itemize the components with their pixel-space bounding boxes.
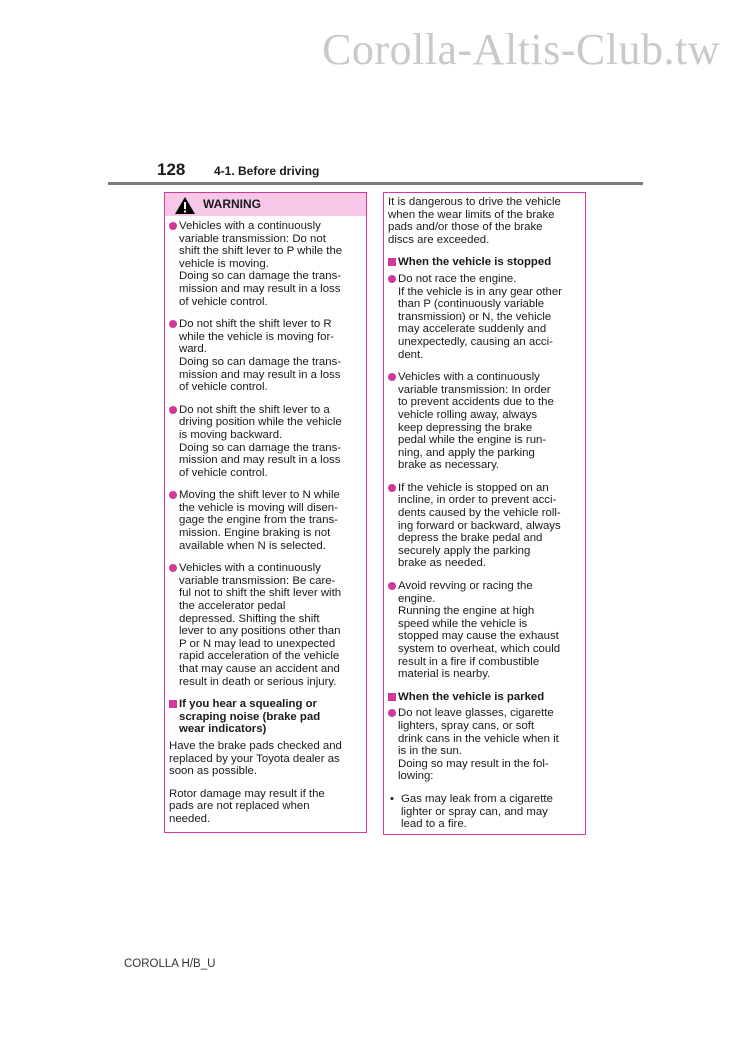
footer-model-code: COROLLA H/B_U (124, 958, 216, 970)
text-line: Rotor damage may result if the (169, 787, 325, 800)
text-line: If the vehicle is stopped on an (398, 481, 549, 494)
text-line: the accelerator pedal (179, 600, 286, 613)
warning-title: WARNING (203, 197, 261, 211)
text-line: vehicle rolling away, always (398, 408, 538, 421)
text-line: lever to any positions other than (179, 625, 341, 638)
warning-bullet (169, 404, 361, 480)
text-line: Doing so may result in the fol- (398, 757, 549, 770)
text-line: Do not shift the shift lever to a (179, 403, 330, 416)
parked-dot-list (388, 793, 580, 831)
text-line: pads and/or those of the brake (388, 221, 543, 234)
page-number: 128 (157, 160, 186, 179)
text-line: lead to a fire. (401, 818, 467, 831)
text-line: variable transmission: In order (398, 383, 551, 396)
text-line: Vehicles with a continuously (179, 562, 321, 575)
text-line: brake as necessary. (398, 459, 500, 472)
squeal-paragraphs (169, 740, 361, 826)
text-line: may accelerate suddenly and (398, 323, 547, 336)
text-line: gage the engine from the trans- (179, 514, 338, 527)
text-line: It is dangerous to drive the vehicle (388, 196, 561, 208)
text-line: of vehicle control. (179, 381, 268, 394)
paragraph (169, 788, 361, 826)
intro-paragraph (388, 196, 580, 246)
parked-bullet-list (388, 707, 580, 783)
warning-header (165, 193, 366, 216)
text-line: ward. (179, 343, 207, 356)
text-line: Doing so can damage the trans- (179, 355, 342, 368)
parked-bullet (388, 707, 580, 783)
text-line: incline, in order to prevent acci- (398, 494, 557, 507)
text-line: result in a fire if combustible (398, 655, 540, 668)
text-line: Do not leave glasses, cigarette (398, 707, 554, 720)
warning-bullet (169, 489, 361, 552)
text-line: soon as possible. (169, 765, 258, 778)
squeal-heading (169, 698, 361, 736)
text-line: pads are not replaced when (169, 800, 310, 813)
right-warning-continued-box (383, 192, 586, 835)
stopped-heading: When the vehicle is stopped (388, 256, 580, 269)
parked-dot-item (388, 793, 580, 831)
text-line: is moving backward. (179, 428, 283, 441)
text-line: depressed. Shifting the shift (179, 612, 320, 625)
text-line: Vehicles with a continuously (398, 371, 540, 384)
text-line: securely apply the parking (398, 544, 531, 557)
text-line: the vehicle is moving will disen- (179, 501, 338, 514)
text-line: brake as needed. (398, 557, 487, 570)
stopped-bullet (388, 580, 580, 681)
text-line: Do not shift the shift lever to R (179, 318, 332, 331)
text-line: Vehicles with a continuously (179, 220, 321, 232)
text-line: needed. (169, 812, 211, 825)
text-line: transmission) or N, the vehicle (398, 310, 552, 323)
paragraph (169, 740, 361, 778)
stopped-bullet (388, 371, 580, 472)
warning-bullet (169, 318, 361, 394)
text-line: lowing: (398, 770, 434, 783)
text-line: discs are exceeded. (388, 233, 490, 246)
text-line: lighter or spray can, and may (401, 805, 548, 818)
text-line: mission and may result in a loss (179, 368, 341, 381)
warning-bullet (169, 220, 361, 308)
text-line: than P (continuously variable (398, 298, 545, 311)
text-line: keep depressing the brake (398, 421, 533, 434)
text-line: lighters, spray cans, or soft (398, 719, 535, 732)
text-line: of vehicle control. (179, 466, 268, 479)
text-line: Avoid revving or racing the (398, 580, 533, 593)
text-line: Doing so can damage the trans- (179, 270, 342, 283)
text-line: P or N may lead to unexpected (179, 637, 336, 650)
text-line: drink cans in the vehicle when it (398, 732, 559, 745)
text-line: mission and may result in a loss (179, 282, 341, 295)
text-line: Doing so can damage the trans- (179, 441, 342, 454)
header-rule (108, 182, 643, 185)
warning-bullet-list (169, 220, 361, 688)
text-line: is in the sun. (398, 745, 462, 758)
text-line: Running the engine at high (398, 605, 535, 618)
text-line: of vehicle control. (179, 295, 268, 308)
text-line: shift the shift lever to P while the (179, 245, 343, 258)
warning-triangle-icon (174, 196, 196, 215)
text-line: Do not race the engine. (398, 272, 517, 285)
watermark: Corolla-Altis-Club.tw (322, 25, 720, 74)
text-line: that may cause an accident and (179, 663, 340, 675)
text-line: to prevent accidents due to the (398, 396, 554, 409)
text-line: speed while the vehicle is (398, 617, 528, 630)
parked-heading: When the vehicle is parked (388, 691, 580, 704)
text-line: • Gas may leak from a cigarette (401, 792, 553, 805)
text-line: driving position while the vehicle (179, 416, 342, 429)
warning-bullet (169, 562, 361, 688)
text-line: rapid acceleration of the vehicle (179, 650, 340, 663)
text-line: result in death or serious injury. (179, 675, 337, 688)
text-line: If you hear a squealing or (179, 698, 317, 711)
stopped-bullet (388, 273, 580, 361)
text-line: unexpectedly, causing an acci- (398, 335, 553, 348)
text-line: scraping noise (brake pad (179, 710, 321, 723)
warning-box (164, 192, 367, 833)
text-line: ning, and apply the parking (398, 446, 535, 459)
text-line: when the wear limits of the brake (388, 208, 555, 221)
section-title: 4-1. Before driving (214, 164, 320, 178)
text-line: stopped may cause the exhaust (398, 630, 559, 643)
text-line: material is nearby. (398, 668, 491, 681)
text-line: variable transmission: Do not (179, 232, 326, 245)
text-line: mission and may result in a loss (179, 454, 341, 467)
text-line: depress the brake pedal and (398, 532, 543, 545)
text-line: available when N is selected. (179, 539, 326, 552)
text-line: Have the brake pads checked and (169, 739, 342, 752)
text-line: system to overheat, which could (398, 643, 561, 655)
text-line: Moving the shift lever to N while (179, 489, 340, 502)
text-line: variable transmission: Be care- (179, 574, 336, 587)
text-line: replaced by your Toyota dealer as (169, 752, 340, 765)
stopped-bullet-list (388, 273, 580, 681)
text-line: while the vehicle is moving for- (179, 330, 335, 343)
text-line: mission. Engine braking is not (179, 527, 331, 540)
text-line: If the vehicle is in any gear other (398, 285, 562, 298)
text-line: vehicle is moving. (179, 257, 269, 270)
text-line: wear indicators) (179, 723, 267, 736)
text-line: pedal while the engine is run- (398, 434, 547, 447)
stopped-bullet (388, 482, 580, 570)
text-line: dents caused by the vehicle roll- (398, 507, 561, 520)
text-line: dent. (398, 348, 424, 361)
text-line: ing forward or backward, always (398, 519, 561, 532)
text-line: engine. (398, 592, 436, 605)
text-line: ful not to shift the shift lever with (179, 587, 342, 600)
